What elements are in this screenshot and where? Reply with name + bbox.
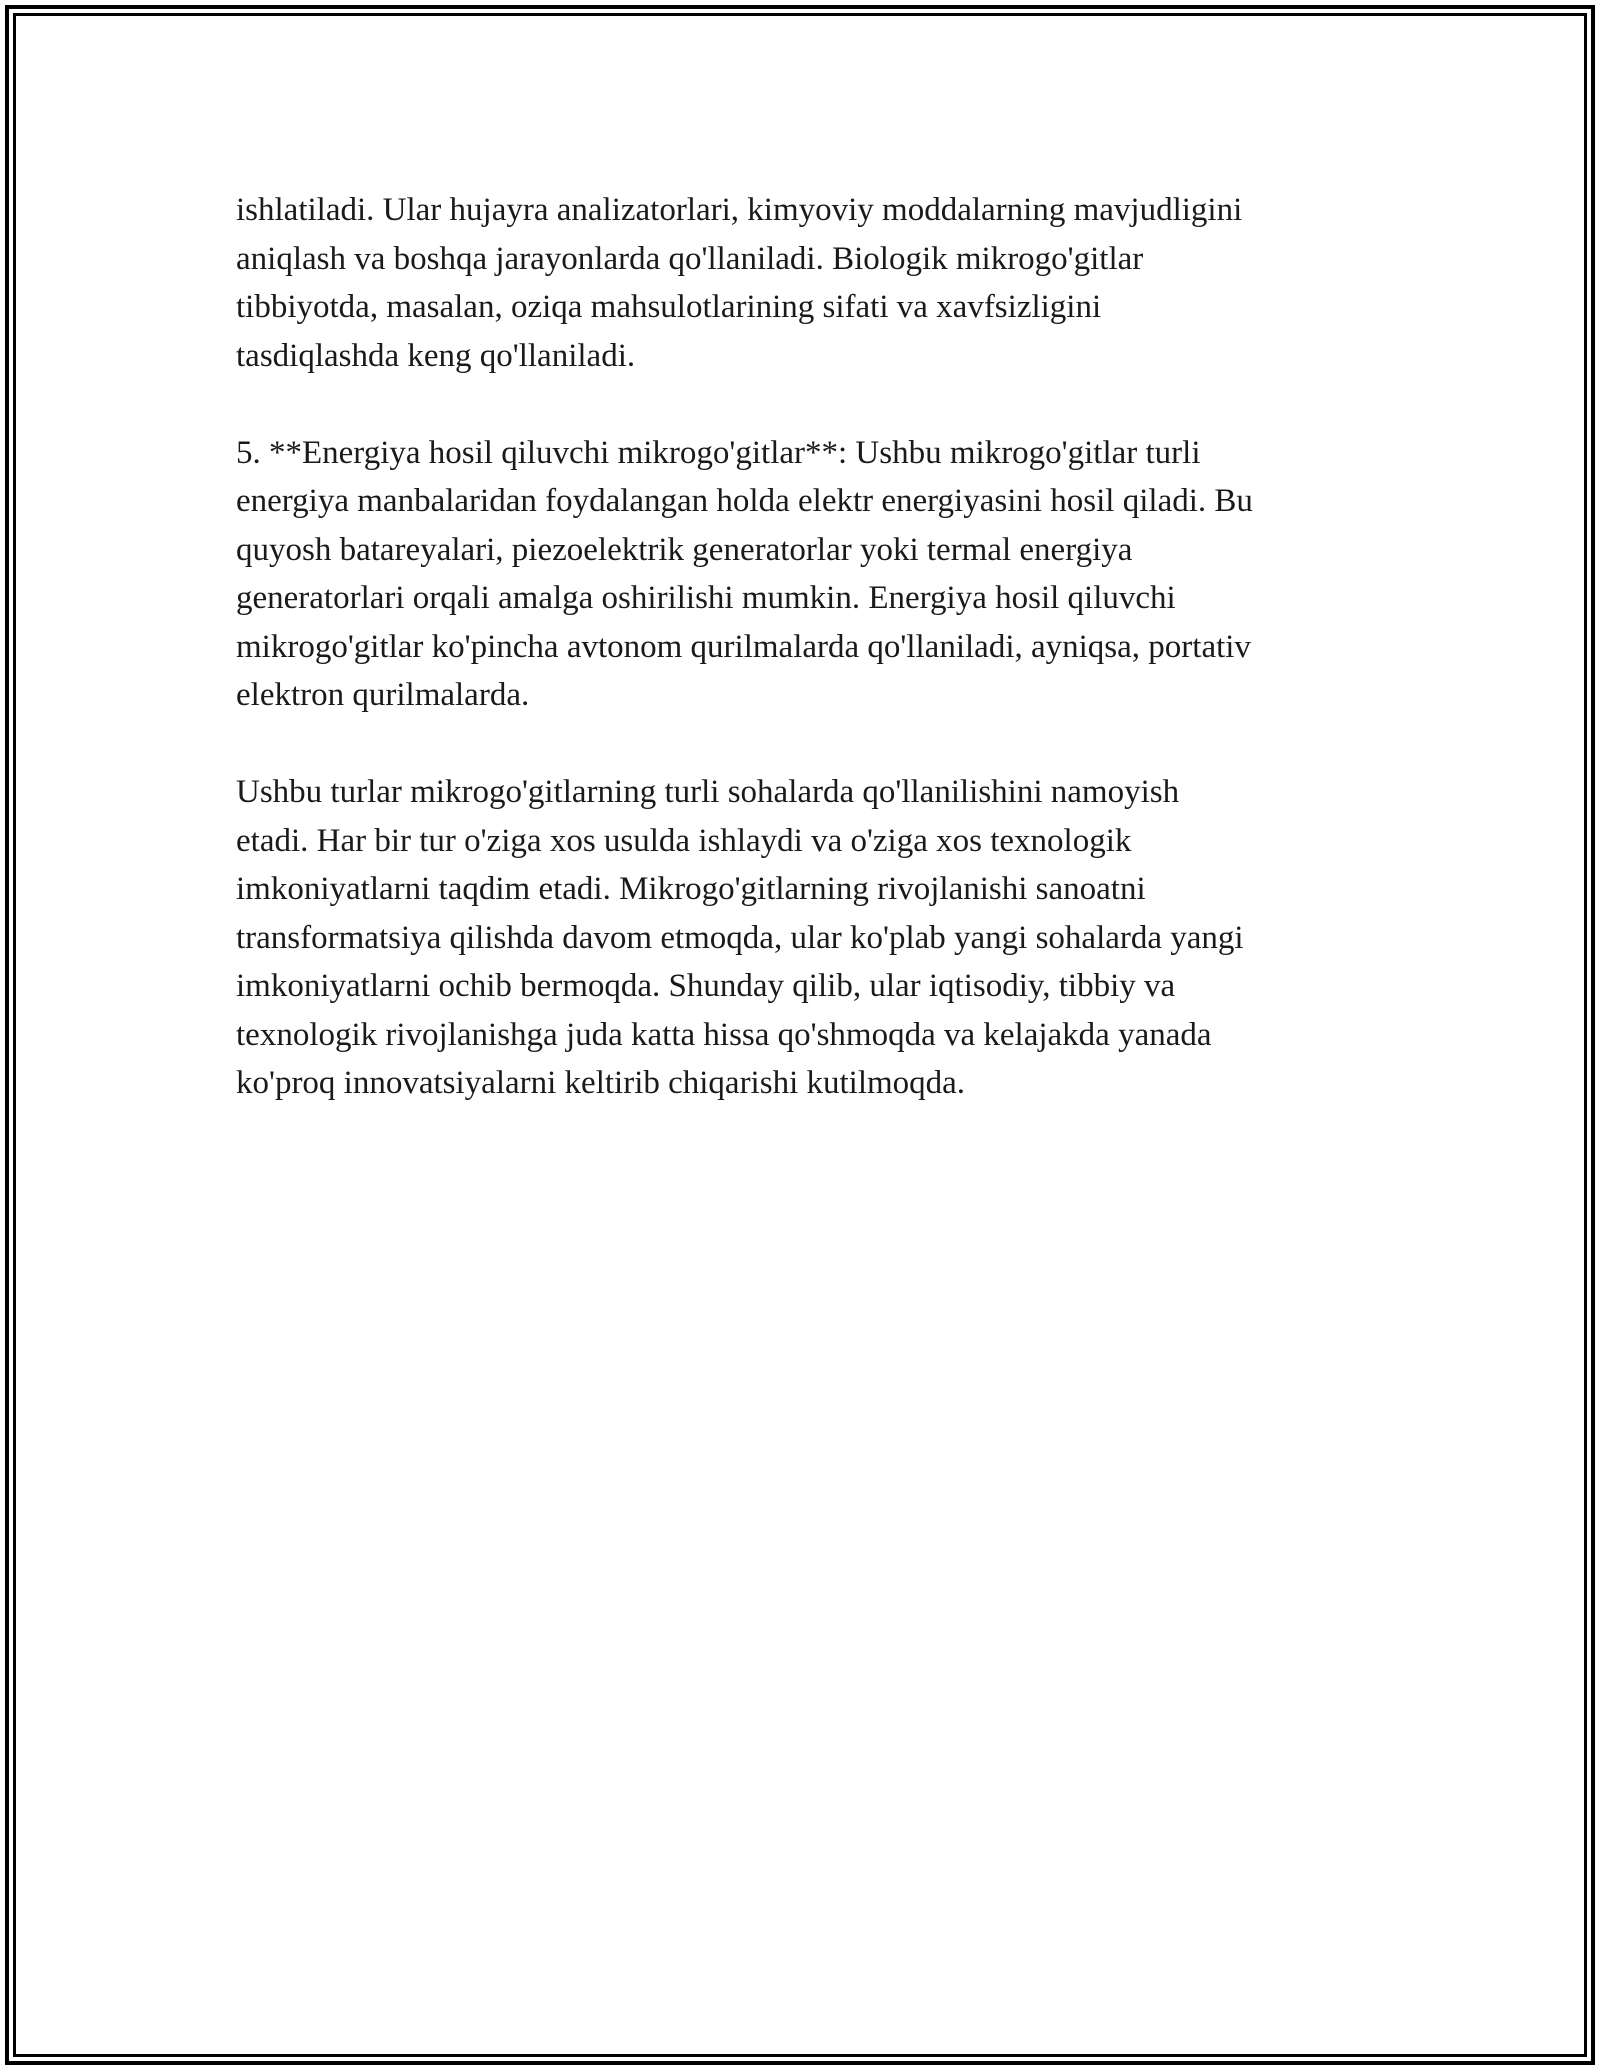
paragraph-energy-generating: 5. **Energiya hosil qiluvchi mikrogo'gitlar**: Ushbu mikrogo'gitlar turli energiya manbalaridan foydalangan holda elektr energiyasini hosil qiladi. Bu quyosh batareyalari, piezoelektrik generatorlar yoki termal energiya generatorlari orqali amalga oshirilishi mumkin. Energiya hosil qiluvchi mikrogo'gitlar ko'pincha avtonom qurilmalarda qo'llaniladi, ayniqsa, portativ elektron qurilmalarda. (236, 434, 1253, 713)
paragraph-conclusion: Ushbu turlar mikrogo'gitlarning turli sohalarda qo'llanilishini namoyish etadi. Har bir tur o'ziga xos usulda ishlaydi va o'ziga xos texnologik imkoniyatlarni taqdim etadi. Mikrogo'gitlarning rivojlanishi sanoatni transformatsiya qilishda davom etmoqda, ular ko'plab yangi sohalarda yangi imkoniyatlarni ochib bermoqda. Shunday qilib, ular iqtisodiy, tibbiy va texnologik rivojlanishga juda katta hissa qo'shmoqda va kelajakda yanada ko'proq innovatsiyalarni keltirib chiqarishi kutilmoqda. (236, 774, 1244, 1101)
document-body (236, 186, 1396, 1156)
paragraph-continued: ishlatiladi. Ular hujayra analizatorlari, kimyoviy moddalarning mavjudligini aniqlash va boshqa jarayonlarda qo'llaniladi. Biologik mikrogo'gitlar tibbiyotda, masalan, oziqa mahsulotlarining sifati va xavfsizligini tasdiqlashda keng qo'llaniladi. (236, 192, 1243, 374)
